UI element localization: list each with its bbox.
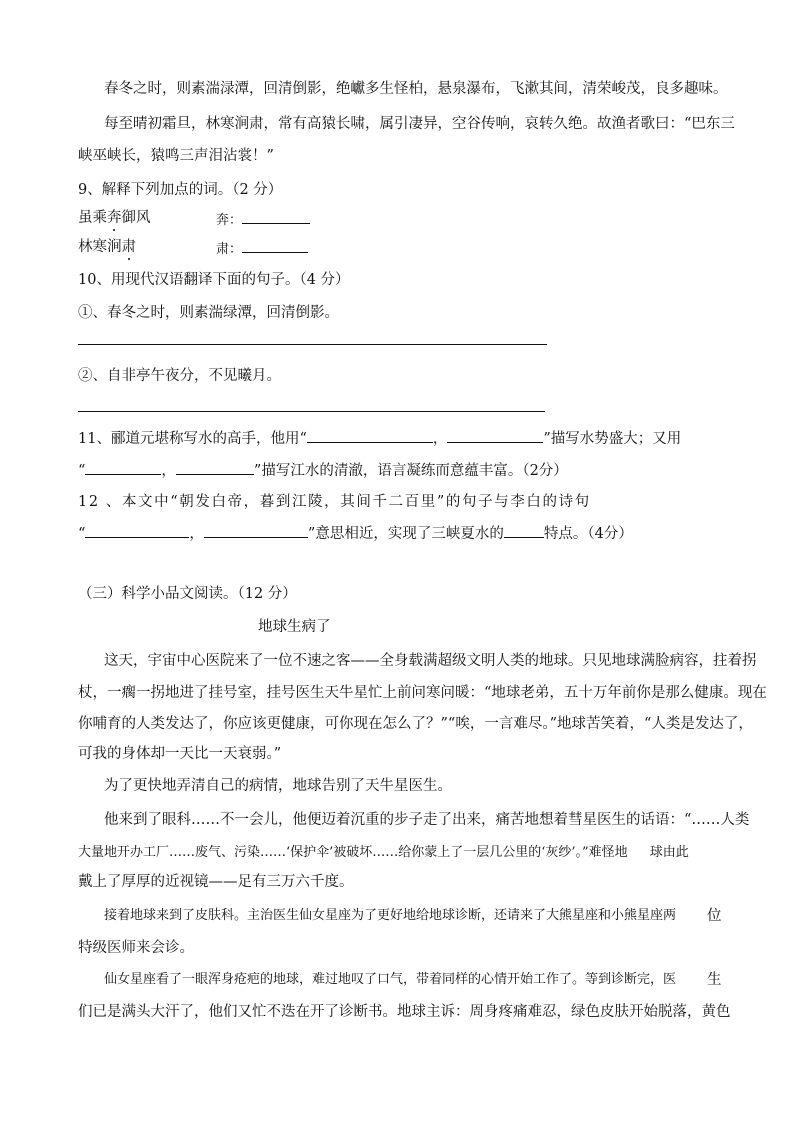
- passage-line-2: 每至晴初霜旦，林寒涧肃，常有高猿长啸，属引凄异，空谷传响，哀转久绝。故渔者歌曰：“巴东三: [104, 116, 735, 132]
- q10-answer-line-1[interactable]: [78, 344, 547, 345]
- q11-text-2: ”描写水势盛大；又用: [543, 431, 682, 447]
- q10-answer-line-2[interactable]: [78, 411, 545, 412]
- article-p4-line-1-end: 位: [707, 908, 722, 924]
- article-p4-line-2: 特级医师来会诊。: [78, 940, 194, 956]
- passage-line-1: 春冬之时，则素湍渌潭，回清倒影，绝巘多生怪柏，悬泉瀑布，飞漱其间，清荣峻茂，良多趣味。: [104, 81, 728, 97]
- q11-separator-1: ，: [432, 431, 448, 447]
- q12-line-2: [78, 523, 633, 544]
- article-p3-line-1: 他来到了眼科……不一会儿，他便迈着沉重的步子走了出来，痛苦地想着彗星医生的话语：“……人类: [104, 812, 750, 828]
- q9-answer-1-label: 奔：: [216, 213, 243, 228]
- q10-title: 10、用现代汉语翻译下面的句子。（4 分）: [78, 272, 350, 288]
- q9-phrase-1-part-a: 虽乘: [78, 210, 107, 226]
- q11-blank-1[interactable]: [307, 428, 433, 443]
- q9-dotted-word-2: 肃: [121, 239, 136, 255]
- article-p1-line-2: 杖，一瘸一拐地进了挂号室，挂号医生天牛星忙上前问寒问暖：“地球老弟，五十万年前你是那么健康。现在: [78, 685, 767, 701]
- q12-text-3: 特点。（4分）: [543, 526, 633, 542]
- q12-line-1: 12 、本文中“朝发白帝，暮到江陵，其间千二百里”的句子与李白的诗句: [78, 494, 591, 510]
- q11-open-quote: “: [78, 463, 86, 479]
- q10-sentence-2: ②、自非亭午夜分，不见曦月。: [78, 368, 281, 384]
- q10-sentence-1: ①、春冬之时，则素湍绿潭，回清倒影。: [78, 305, 339, 321]
- q11-blank-4[interactable]: [176, 460, 254, 475]
- q12-blank-2[interactable]: [204, 523, 308, 538]
- q9-phrase-1: [78, 208, 151, 228]
- q12-separator: ，: [189, 526, 204, 542]
- q12-open-quote: “: [78, 526, 86, 542]
- q11-text-1: 11、郦道元堪称写水的高手，他用“: [78, 431, 307, 447]
- article-p5-line-1-end: 生: [707, 972, 722, 988]
- article-p1-line-4: 可我的身体却一天比一天衰弱。”: [78, 746, 282, 762]
- article-p4-line-1: 接着地球来到了皮肤科。主治医生仙女星座为了更好地给地球诊断，还请来了大熊星座和小熊星座两: [104, 908, 677, 923]
- q9-phrase-2: [78, 237, 136, 257]
- q9-answer-2-label: 肃：: [216, 242, 243, 257]
- q12-blank-3[interactable]: [504, 523, 544, 538]
- q9-title: 9、解释下列加点的词。（2 分）: [78, 182, 283, 198]
- article-p5-line-2: 们已是满头大汗了，他们又忙不迭在开了诊断书。地球主诉：周身疼痛难忍，绿色皮肤开始脱落，黄色: [78, 1004, 731, 1020]
- q11-blank-3[interactable]: [85, 460, 161, 475]
- passage-line-3: 峡巫峡长，猿鸣三声泪沾裳！”: [78, 148, 274, 164]
- q11-text-3: ”描写江水的清澈，语言凝练而意蕴丰富。（2分）: [253, 463, 568, 479]
- article-p5-line-1: 仙女星座看了一眼浑身疮疤的地球，难过地叹了口气，带着同样的心情开始工作了。等到诊断完，医: [104, 972, 677, 987]
- article-p2: 为了更快地弄清自己的病情，地球告别了天牛星医生。: [104, 778, 452, 794]
- q9-answer-1-blank[interactable]: [242, 209, 310, 224]
- section-3-heading: （三）科学小品文阅读。（12 分）: [78, 586, 297, 602]
- article-p3-line-2-part-a: 大量地开办工厂……废气、污染……‘保护伞’被破坏……给你蒙上了一层几公里的‘灰纱’。”难怪地: [78, 845, 628, 860]
- article-p1-line-3: 你哺育的人类发达了，你应该更健康，可你现在怎么了？”“唉，一言难尽。”地球苦笑着，“人类是发达了，: [78, 716, 753, 732]
- article-p1-line-1: 这天，宇宙中心医院来了一位不速之客——全身载满超级文明人类的地球。只见地球满脸病容，拄着拐: [104, 653, 757, 669]
- article-p3-line-3: 戴上了厚厚的近视镜——足有三万六千度。: [78, 874, 354, 890]
- q11-separator-2: ，: [161, 463, 176, 479]
- q9-phrase-1-part-b: 御风: [121, 210, 151, 226]
- article-p3-line-2-part-b: 球由此: [649, 845, 689, 860]
- q9-answer-2: [216, 238, 308, 260]
- q11-blank-2[interactable]: [447, 428, 543, 443]
- q9-answer-1: [216, 209, 310, 231]
- article-p3-line-2: [78, 843, 689, 863]
- q12-blank-1[interactable]: [85, 523, 189, 538]
- q9-answer-2-blank[interactable]: [242, 238, 308, 253]
- q11-line-2: [78, 460, 568, 481]
- q9-dotted-word-1: 奔: [107, 210, 122, 226]
- q12-text-2: ”意思相近，实现了三峡夏水的: [307, 526, 504, 542]
- article-title: 地球生病了: [258, 619, 331, 635]
- q11-line-1: [78, 428, 681, 449]
- q9-phrase-2-part-a: 林寒涧: [78, 239, 122, 255]
